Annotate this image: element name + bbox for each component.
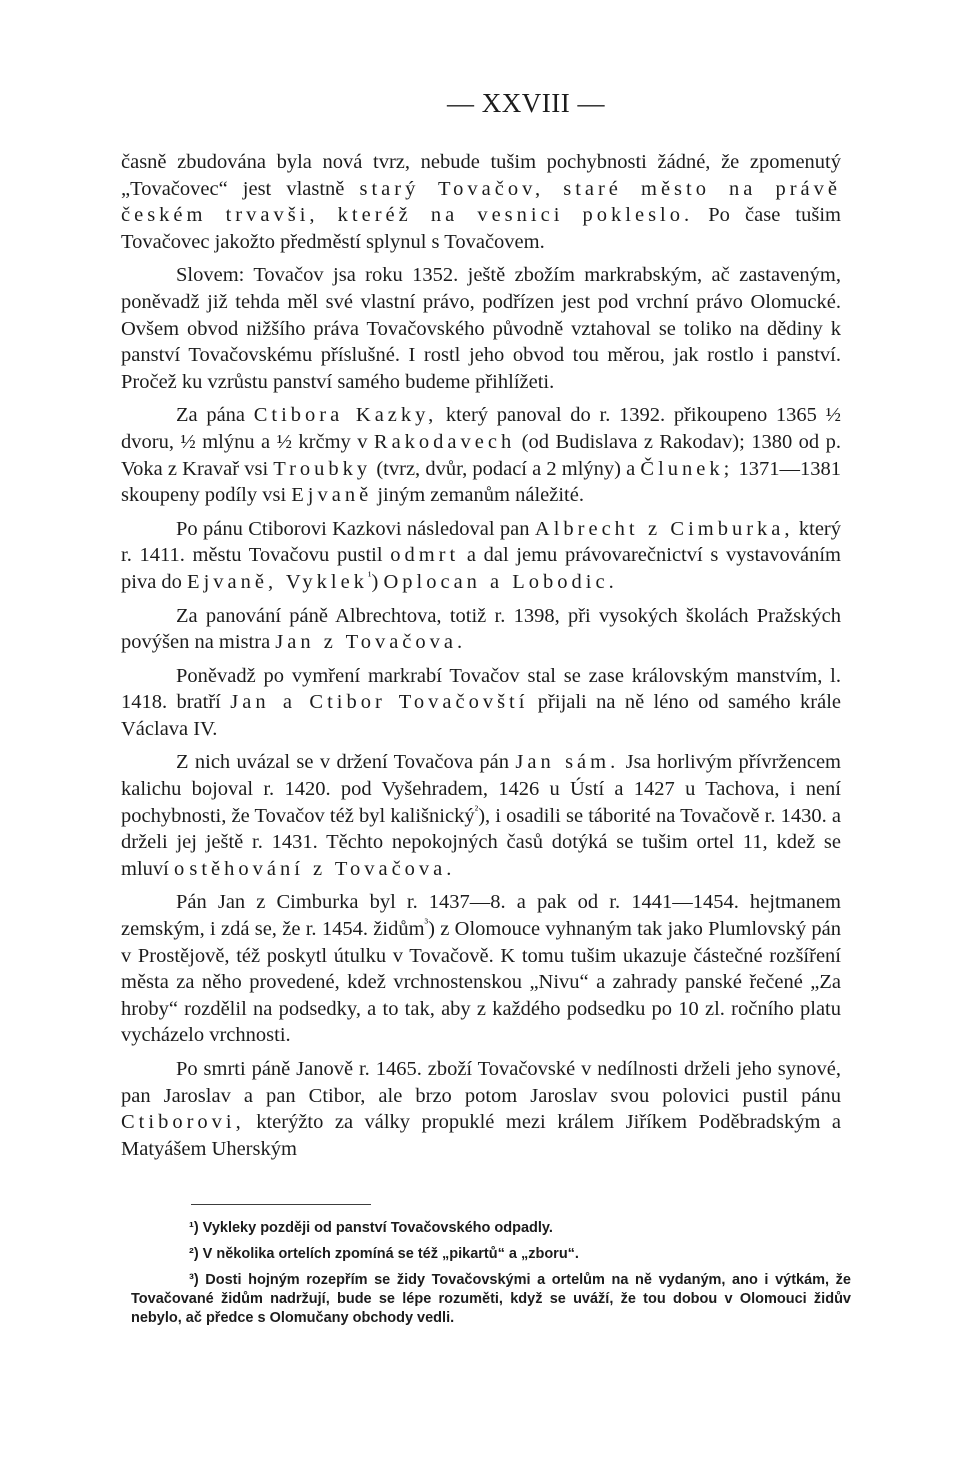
text-run: kterýžto za války propuklé mezi králem Jiříkem Poděbradským a Matyášem Uherským: [121, 1111, 841, 1160]
paragraph-3: [121, 402, 841, 508]
text-run: (od Budislava z Rakodav); 1380 od p. Voka z Kravař vsi: [121, 430, 841, 480]
footnote-1: ¹) Vykleky později od panství Tovačovského odpadly.: [189, 1220, 553, 1236]
spaced-emphasis-text: Ctibora Kazky,: [253, 404, 438, 427]
text-run: Po čase tušim Tovačovec jakožto předměstí splynul s Tovačovem.: [121, 204, 842, 253]
text-run: 1371—1381 skoupeny podíly vsi: [121, 457, 841, 507]
text-run: přijali na ně léno od samého krále Václava IV.: [121, 691, 841, 740]
spaced-emphasis-text: Troubky: [273, 457, 372, 480]
text-run: a dal jemu právovarečnictví s vystavováním piva do: [121, 544, 842, 593]
text-run: Poněvadž po vymření markrabí Tovačov stal se zase královským manstvím, l. 1418. bratří: [121, 664, 841, 714]
text-run: Pán Jan z Cimburka byl r. 1437—8. a pak od r. 1441—1454. hejtmanem zemským, i zdá se, že r. 1454. židům: [121, 891, 841, 941]
footnote-3: ³) Dosti hojným rozepřím se židy Tovačovskými a ortelům na ně vydaným, ano i výtkám, že Tovačované židům nadržují, bude se lépe rozuměti, když se uváží, že tou dobou v Olomouci židův nebylo, ač předce s Olomučany obchody vedli.: [131, 1272, 851, 1326]
paragraph-8: [121, 889, 841, 1049]
spaced-emphasis-text: Ctiborovi,: [121, 1111, 245, 1134]
text-run: Slovem: Tovačov jsa roku 1352. ještě zbožím markrabským, ač zastaveným, poněvadž již tehda měl své vlastní právo, podřízen jest pod vrchní právo Olomucké. Ovšem obvod nižšího práva Tovačovského původně vztahoval se toliko na dědiny k panství Tovačovskému příslušné. I rostl jeho obvod tou měrou, jak rostlo i panství. Pročež ku vzrůstu panství samého budeme přihlížeti.: [121, 264, 841, 393]
footnote-2: ²) V několika ortelích zpomíná se též „pikartů“ a „zboru“.: [189, 1246, 579, 1262]
text-run: ) z Olomouce vyhnaným tak jako Plumlovský pán v Prostějově, též poskytl útulku v Tovačově. K tomu tušim ukazuje částečné rozšíření města za něho provedené, kdež vrchnostenskou „Nivu“ a zahrady panské řečené „Za hroby“ rozdělil na podsedky, a to tak, aby z každého podsedku po 10 zl. ročního platu vycházelo vrchnosti.: [121, 918, 841, 1047]
spaced-emphasis-text: Rakodavech: [373, 430, 516, 453]
spaced-emphasis-text: Jan z Tovačova.: [275, 631, 467, 654]
text-run: Po pánu Ctiborovi Kazkovi následoval pan: [176, 517, 535, 540]
main-text: [121, 149, 841, 1169]
paragraph-9: [121, 1056, 841, 1162]
text-run: jiným zemanům náležité.: [372, 484, 584, 507]
text-run: Jsa horlivým přívržencem kalichu bojoval r. 1420. pod Vyšehradem, 1426 u Ústí a 1427 u Tachova, i není pochybnosti, že Tovačov též byl kališnický: [121, 751, 841, 827]
footnote-separator: [191, 1204, 371, 1205]
footnote-marker: ¹: [367, 569, 372, 584]
footnotes: [131, 1219, 851, 1335]
spaced-emphasis-text: Oplocan a Lobodic.: [383, 570, 618, 593]
paragraph-2: [121, 262, 841, 395]
spaced-emphasis-text: Jan a Ctibor Tovačovští: [230, 691, 529, 714]
text-run: ): [371, 570, 384, 593]
paragraph-7: [121, 749, 841, 882]
page-number-header: — XXVIII —: [447, 88, 605, 118]
paragraph-5: [121, 603, 841, 656]
text-run: (tvrz, dvůr, podací a 2 mlýny) a: [371, 457, 641, 480]
text-run: Z nich uvázal se v držení Tovačova pán: [176, 751, 516, 774]
spaced-emphasis-text: starý Tovačov, staré město na právě českém trvavši, kteréž na vesnici pokleslo.: [121, 177, 842, 227]
paragraph-6: [121, 663, 841, 743]
text-run: který r. 1411. městu Tovačovu pustil: [121, 517, 841, 567]
footnote-marker: ²: [474, 802, 479, 817]
spaced-emphasis-text: stěhování z Tovačova.: [189, 857, 456, 880]
text-run: Za pána: [176, 404, 254, 427]
text-run: který panoval do r. 1392. přikoupeno 1365 ½ dvoru, ½ mlýnu a ½ krčmy v: [121, 404, 841, 453]
spaced-emphasis-text: Ejvaně: [291, 484, 373, 507]
spaced-emphasis-text: Albrecht z Cimburka,: [534, 517, 794, 540]
text-run: Po smrti páně Janově r. 1465. zboží Tovačovské v nedílnosti drželi jeho synové, pan Jaroslav a pan Ctibor, ale brzo potom Jaroslav svou polovici pustil pánu: [121, 1058, 841, 1107]
spaced-emphasis-text: Člunek;: [640, 457, 734, 480]
spaced-emphasis-text: Ejvaně, Vyklek: [187, 570, 368, 593]
text-run: ), i osadili se táborité na Tovačově r. 1430. a drželi jej ještě r. 1431. Těchto nepokojných časů dotýká se tušim ortel 11, kdež se mluví o: [121, 804, 841, 880]
spaced-emphasis-text: odmrt: [390, 544, 460, 567]
paragraph-1: [121, 149, 841, 255]
spaced-emphasis-text: Jan sám.: [515, 751, 620, 774]
paragraph-4: [121, 516, 841, 596]
footnote-marker: ³: [424, 916, 429, 931]
text-run: Za panování páně Albrechtova, totiž r. 1398, při vysokých školách Pražských povýšen na mistra: [121, 604, 841, 654]
book-page: [121, 0, 851, 1480]
text-run: časně zbudována byla nová tvrz, nebude tušim pochybnosti žádné, že zpomenutý „Tovačovec“ jest vlastně: [121, 151, 841, 200]
